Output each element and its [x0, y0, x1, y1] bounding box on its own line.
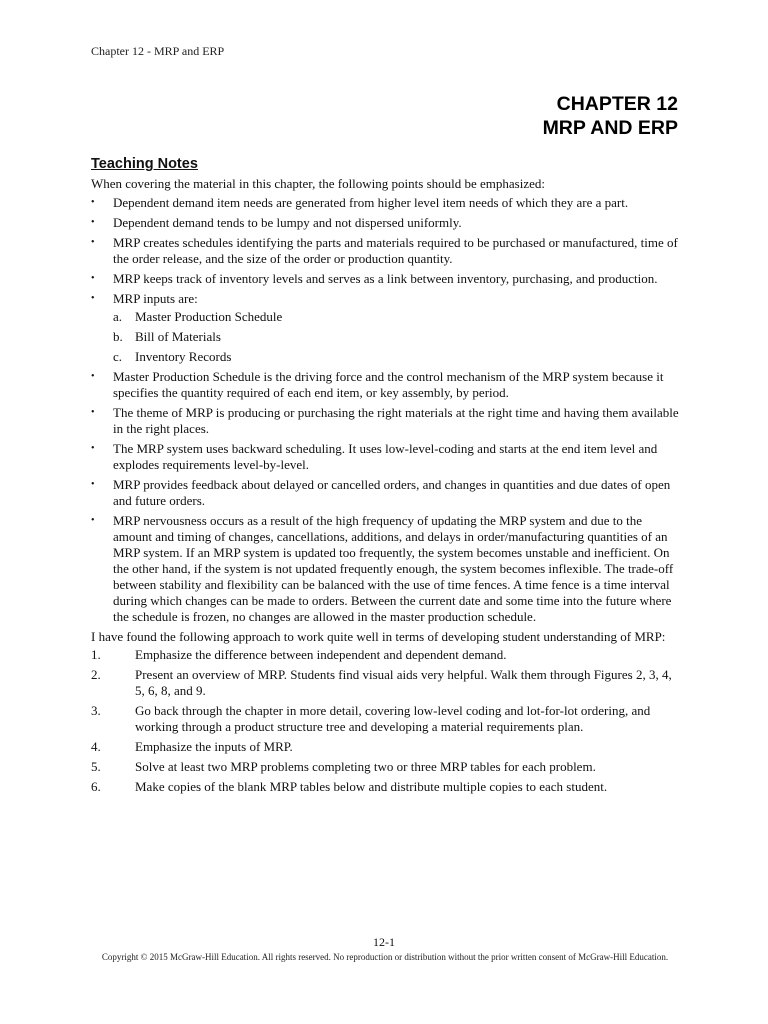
list-item-text: MRP nervousness occurs as a result of the high frequency of updating the MRP system and due to the amount and timing of changes, cancellations, additions, and delays in order/manufacturing quantities of an MRP system. If an MRP system is updated too frequently, the system becomes unstable and inefficient. On the other hand, if the system is not updated frequently enough, the system becomes inflexible. The trade-off between stability and flexibility can be balanced with the use of time fences. A time fence is a time interval during which changes can be made to orders. Between the current date and some time into the future where the schedule is frozen, no changes are allowed in the master production schedule.: [113, 513, 674, 624]
chapter-heading: [543, 92, 678, 140]
bullet-icon: •: [91, 515, 95, 526]
sub-list-item: [113, 349, 683, 365]
list-item-text: MRP creates schedules identifying the parts and materials required to be purchased or manufactured, time of the order release, and the size of the order or production quantity.: [113, 235, 678, 266]
approach-steps-list: [91, 647, 683, 795]
sub-list-marker: a.: [113, 309, 123, 324]
sub-list-item: [113, 309, 683, 325]
step-number: 6.: [91, 779, 101, 794]
step-item: [91, 739, 683, 755]
teaching-points-list: [91, 195, 683, 625]
bullet-icon: •: [91, 237, 95, 248]
list-item-text: Master Production Schedule is the driving force and the control mechanism of the MRP system because it specifies the quantity required of each end item, or key assembly, by period.: [113, 369, 664, 400]
step-number: 1.: [91, 647, 101, 662]
mrp-inputs-list: [113, 309, 683, 365]
list-item-text: MRP inputs are:: [113, 291, 198, 306]
sub-list-text: Master Production Schedule: [135, 309, 283, 324]
step-number: 5.: [91, 759, 101, 774]
main-content: [91, 155, 683, 799]
bullet-icon: •: [91, 407, 95, 418]
step-text: Make copies of the blank MRP tables below and distribute multiple copies to each student.: [135, 779, 608, 794]
approach-intro: I have found the following approach to work quite well in terms of developing student understanding of MRP:: [91, 629, 666, 644]
sub-list-marker: c.: [113, 349, 123, 364]
chapter-title: MRP AND ERP: [542, 117, 678, 139]
list-item-text: MRP provides feedback about delayed or cancelled orders, and changes in quantities and due dates of open and future orders.: [113, 477, 671, 508]
list-item: [91, 477, 683, 509]
step-item: [91, 703, 683, 735]
bullet-icon: •: [91, 273, 95, 284]
sub-list-text: Bill of Materials: [135, 329, 221, 344]
running-header: Chapter 12 - MRP and ERP: [91, 44, 225, 58]
list-item: [91, 195, 683, 211]
step-number: 2.: [91, 667, 101, 682]
bullet-icon: •: [91, 443, 95, 454]
bullet-icon: •: [91, 217, 95, 228]
step-number: 4.: [91, 739, 101, 754]
bullet-icon: •: [91, 371, 95, 382]
step-text: Go back through the chapter in more detail, covering low-level coding and lot-for-lot ordering, and working through a product structure tree and developing a material requirements plan.: [135, 703, 651, 734]
bullet-icon: •: [91, 293, 95, 304]
page-number: 12-1: [373, 935, 395, 949]
step-text: Emphasize the inputs of MRP.: [135, 739, 293, 754]
list-item: [91, 369, 683, 401]
list-item: [91, 235, 683, 267]
step-item: [91, 647, 683, 663]
list-item-text: Dependent demand item needs are generated from higher level item needs of which they are a part.: [113, 195, 629, 210]
bullet-icon: •: [91, 197, 95, 208]
step-text: Solve at least two MRP problems completing two or three MRP tables for each problem.: [135, 759, 596, 774]
list-item-text: MRP keeps track of inventory levels and serves as a link between inventory, purchasing, and production.: [113, 271, 658, 286]
list-item: [91, 291, 683, 365]
list-item: [91, 513, 683, 625]
bullet-icon: •: [91, 479, 95, 490]
step-item: [91, 759, 683, 775]
copyright-notice: Copyright © 2015 McGraw-Hill Education. All rights reserved. No reproduction or distribution without the prior written consent of McGraw-Hill Education.: [101, 952, 669, 962]
list-item-text: Dependent demand tends to be lumpy and not dispersed uniformly.: [113, 215, 462, 230]
step-item: [91, 779, 683, 795]
step-text: Emphasize the difference between independent and dependent demand.: [135, 647, 507, 662]
sub-list-marker: b.: [113, 329, 123, 344]
section-intro: When covering the material in this chapter, the following points should be emphasized:: [91, 176, 545, 191]
list-item: [91, 271, 683, 287]
list-item: [91, 441, 683, 473]
list-item: [91, 405, 683, 437]
list-item-text: The theme of MRP is producing or purchasing the right materials at the right time and having them available in the right places.: [113, 405, 679, 436]
step-item: [91, 667, 683, 699]
sub-list-text: Inventory Records: [135, 349, 232, 364]
sub-list-item: [113, 329, 683, 345]
list-item-text: The MRP system uses backward scheduling. It uses low-level-coding and starts at the end item level and explodes requirements level-by-level.: [113, 441, 658, 472]
chapter-number: CHAPTER 12: [556, 93, 678, 115]
list-item: [91, 215, 683, 231]
step-number: 3.: [91, 703, 101, 718]
section-title: Teaching Notes: [91, 156, 198, 172]
step-text: Present an overview of MRP. Students find visual aids very helpful. Walk them through Figures 2, 3, 4, 5, 6, 8, and 9.: [135, 667, 672, 698]
